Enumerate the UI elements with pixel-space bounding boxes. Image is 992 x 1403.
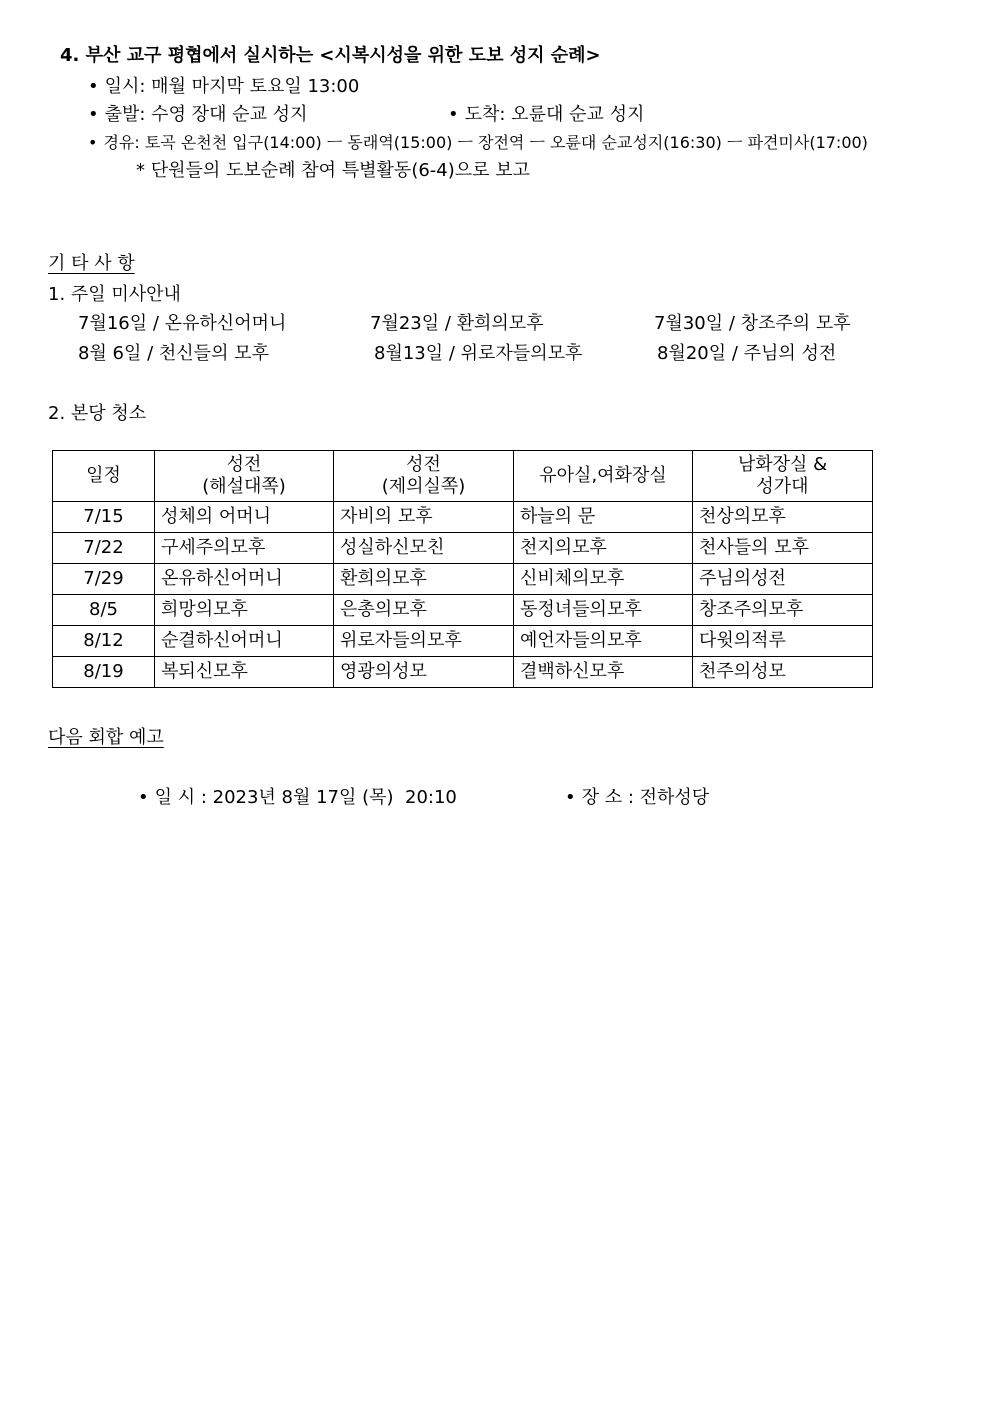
table-cell: 위로자들의모후: [334, 626, 514, 657]
table-cell: 8/12: [53, 626, 155, 657]
table-cell: 성실하신모친: [334, 533, 514, 564]
mass-item: 7월30일 / 창조주의 모후: [654, 313, 851, 334]
table-cell: 환희의모후: [334, 564, 514, 595]
table-cell: 천주의성모: [693, 657, 873, 688]
mass-item: 8월 6일 / 천신들의 모후: [78, 343, 269, 364]
table-cell: 8/5: [53, 595, 155, 626]
datetime-text: 일 시 : 2023년 8월 17일 (목) 20:10: [154, 787, 457, 808]
table-cell: 천상의모후: [693, 502, 873, 533]
table-cell: 하늘의 문: [514, 502, 693, 533]
mass-heading: 1. 주일 미사안내: [48, 284, 181, 305]
table-cell: 7/29: [53, 564, 155, 595]
table-cell: 구세주의모후: [155, 533, 334, 564]
mass-item: 7월16일 / 온유하신어머니: [78, 313, 287, 334]
table-cell: 자비의 모후: [334, 502, 514, 533]
next-meeting-heading: 다음 회합 예고: [48, 727, 164, 748]
table-cell: 신비체의모후: [514, 564, 693, 595]
table-cell: 은총의모후: [334, 595, 514, 626]
table-cell: 7/15: [53, 502, 155, 533]
bullet-icon: •: [565, 787, 576, 808]
bullet-icon: •: [88, 76, 99, 97]
table-cell: 다윗의적루: [693, 626, 873, 657]
table-row: [53, 657, 873, 688]
table-row: [53, 564, 873, 595]
column-header: 남화장실 & 성가대: [693, 451, 873, 502]
pilgrimage-route: [88, 131, 868, 155]
bullet-icon: •: [88, 133, 98, 152]
bullet-icon: •: [138, 787, 149, 808]
table-cell: 복되신모후: [155, 657, 334, 688]
table-cell: 7/22: [53, 533, 155, 564]
pilgrimage-departure: [88, 103, 307, 127]
next-meeting-place: [565, 786, 709, 810]
table-row: [53, 626, 873, 657]
mass-item: 8월13일 / 위로자들의모후: [374, 343, 583, 364]
table-header-row: [53, 451, 873, 502]
pilgrimage-heading: 4. 부산 교구 평협에서 실시하는 <시복시성을 위한 도보 성지 순례>: [60, 45, 601, 66]
table-row: [53, 533, 873, 564]
table-cell: 동정녀들의모후: [514, 595, 693, 626]
bullet-icon: •: [448, 104, 459, 125]
column-header: 성전 (해설대쪽): [155, 451, 334, 502]
column-header: 일정: [53, 451, 155, 502]
pilgrimage-note: * 단원들의 도보순례 참여 특별활동(6-4)으로 보고: [136, 160, 531, 181]
next-meeting-datetime: [138, 786, 457, 810]
mass-item: 8월20일 / 주님의 성전: [657, 343, 837, 364]
table-cell: 예언자들의모후: [514, 626, 693, 657]
schedule-text: 일시: 매월 마지막 토요일 13:00: [104, 76, 360, 97]
departure-text: 출발: 수영 장대 순교 성지: [104, 104, 308, 125]
table-row: [53, 502, 873, 533]
table-cell: 결백하신모후: [514, 657, 693, 688]
cleaning-heading: 2. 본당 청소: [48, 403, 147, 424]
table-cell: 8/19: [53, 657, 155, 688]
table-cell: 온유하신어머니: [155, 564, 334, 595]
column-header: 성전 (제의실쪽): [334, 451, 514, 502]
place-text: 장 소 : 전하성당: [581, 787, 710, 808]
cleaning-table: [52, 450, 873, 688]
table-cell: 창조주의모후: [693, 595, 873, 626]
table-cell: 천지의모후: [514, 533, 693, 564]
misc-heading: 기 타 사 항: [48, 253, 135, 274]
bullet-icon: •: [88, 104, 99, 125]
table-cell: 순결하신어머니: [155, 626, 334, 657]
table-cell: 희망의모후: [155, 595, 334, 626]
pilgrimage-arrival: [448, 103, 644, 127]
route-text: 경유: 토곡 온천천 입구(14:00) ㅡ 동래역(15:00) ㅡ 장전역 ㅡ 오륜대 순교성지(16:30) ㅡ 파견미사(17:00): [103, 133, 868, 152]
column-header: 유아실,여화장실: [514, 451, 693, 502]
table-cell: 천사들의 모후: [693, 533, 873, 564]
table-cell: 성체의 어머니: [155, 502, 334, 533]
arrival-text: 도착: 오륜대 순교 성지: [464, 104, 645, 125]
pilgrimage-schedule: [88, 75, 359, 99]
table-cell: 주님의성전: [693, 564, 873, 595]
table-cell: 영광의성모: [334, 657, 514, 688]
table-row: [53, 595, 873, 626]
mass-item: 7월23일 / 환희의모후: [370, 313, 544, 334]
